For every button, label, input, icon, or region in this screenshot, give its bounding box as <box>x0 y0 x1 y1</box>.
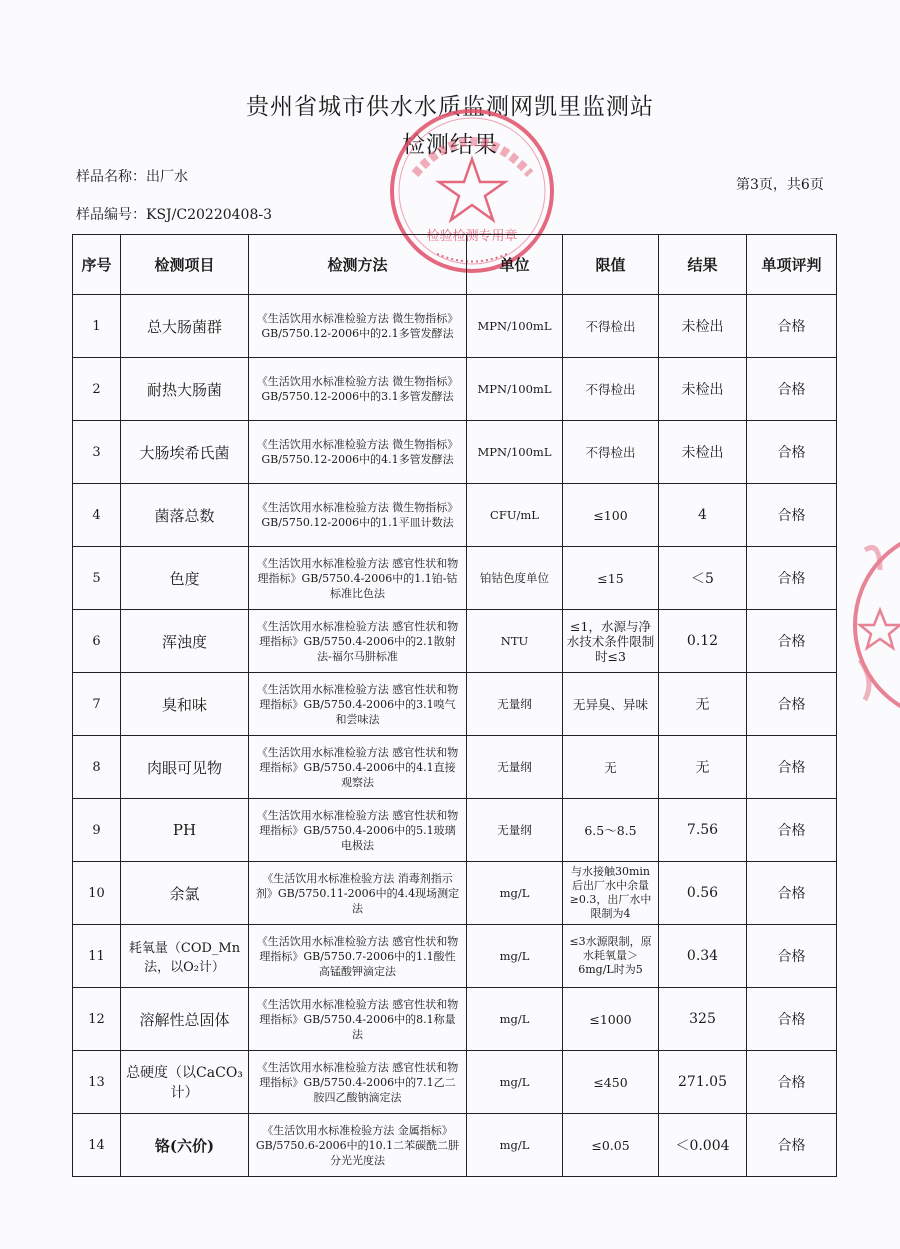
row-limit: 不得检出 <box>563 358 659 421</box>
row-verdict: 合格 <box>747 736 837 799</box>
row-item: 总大肠菌群 <box>121 295 249 358</box>
row-unit: mg/L <box>467 1051 563 1114</box>
row-result: 7.56 <box>659 799 747 862</box>
row-method: 《生活饮用水标准检验方法 微生物指标》GB/5750.12-2006中的1.1平皿计数法 <box>249 484 467 547</box>
row-unit: 铂钴色度单位 <box>467 547 563 610</box>
row-method: 《生活饮用水标准检验方法 微生物指标》GB/5750.12-2006中的3.1多管发酵法 <box>249 358 467 421</box>
row-no: 8 <box>73 736 121 799</box>
row-limit: 无异臭、异味 <box>563 673 659 736</box>
header-unit: 单位 <box>467 235 563 295</box>
row-limit: 不得检出 <box>563 295 659 358</box>
table-row <box>73 358 837 421</box>
results-table <box>72 234 837 1177</box>
row-item: 菌落总数 <box>121 484 249 547</box>
row-result: 325 <box>659 988 747 1051</box>
sample-id-value: KSJ/C20220408-3 <box>146 207 272 223</box>
table-row <box>73 1051 837 1114</box>
row-no: 6 <box>73 610 121 673</box>
table-row <box>73 799 837 862</box>
row-limit: 6.5～8.5 <box>563 799 659 862</box>
sample-name-value: 出厂水 <box>146 169 188 185</box>
row-unit: CFU/mL <box>467 484 563 547</box>
row-item: 铬(六价) <box>121 1114 249 1177</box>
row-limit: ≤1000 <box>563 988 659 1051</box>
row-unit: mg/L <box>467 1114 563 1177</box>
row-result: ＜5 <box>659 547 747 610</box>
row-item: 耐热大肠菌 <box>121 358 249 421</box>
header-limit: 限值 <box>563 235 659 295</box>
row-unit: MPN/100mL <box>467 421 563 484</box>
table-row <box>73 988 837 1051</box>
row-unit: MPN/100mL <box>467 295 563 358</box>
sample-id <box>76 204 272 224</box>
row-method: 《生活饮用水标准检验方法 微生物指标》GB/5750.12-2006中的4.1多管发酵法 <box>249 421 467 484</box>
table-row <box>73 484 837 547</box>
row-method: 《生活饮用水标准检验方法 感官性状和物理指标》GB/5750.4-2006中的1.1铂-钴标准比色法 <box>249 547 467 610</box>
row-verdict: 合格 <box>747 1051 837 1114</box>
table-row <box>73 925 837 988</box>
partial-seal-icon <box>840 510 900 740</box>
row-limit: 无 <box>563 736 659 799</box>
row-verdict: 合格 <box>747 673 837 736</box>
header-method: 检测方法 <box>249 235 467 295</box>
row-limit: ≤1，水源与净水技术条件限制时≤3 <box>563 610 659 673</box>
row-item: 臭和味 <box>121 673 249 736</box>
row-method: 《生活饮用水标准检验方法 感官性状和物理指标》GB/5750.4-2006中的7.1乙二胺四乙酸钠滴定法 <box>249 1051 467 1114</box>
row-item: 总硬度（以CaCO₃计） <box>121 1051 249 1114</box>
row-result: 0.56 <box>659 862 747 925</box>
row-item: 肉眼可见物 <box>121 736 249 799</box>
row-item: 耗氧量（COD_Mn法，以O₂计） <box>121 925 249 988</box>
row-no: 7 <box>73 673 121 736</box>
row-verdict: 合格 <box>747 925 837 988</box>
row-method: 《生活饮用水标准检验方法 感官性状和物理指标》GB/5750.4-2006中的8.1称量法 <box>249 988 467 1051</box>
row-limit: ≤450 <box>563 1051 659 1114</box>
table-row <box>73 547 837 610</box>
row-limit: ≤15 <box>563 547 659 610</box>
report-subtitle: 检测结果 <box>402 132 498 158</box>
row-result: 4 <box>659 484 747 547</box>
header-result: 结果 <box>659 235 747 295</box>
report-title: 贵州省城市供水水质监测网凯里监测站 <box>246 94 654 120</box>
sample-name <box>76 166 188 186</box>
row-unit: mg/L <box>467 925 563 988</box>
row-method: 《生活饮用水标准检验方法 感官性状和物理指标》GB/5750.4-2006中的5.1玻璃电极法 <box>249 799 467 862</box>
table-row <box>73 1114 837 1177</box>
table-row <box>73 421 837 484</box>
row-item: 浑浊度 <box>121 610 249 673</box>
sample-name-label: 样品名称： <box>76 169 146 185</box>
table-row <box>73 673 837 736</box>
row-verdict: 合格 <box>747 1114 837 1177</box>
header-no: 序号 <box>73 235 121 295</box>
row-result: 未检出 <box>659 421 747 484</box>
row-result: 未检出 <box>659 358 747 421</box>
row-unit: 无量纲 <box>467 673 563 736</box>
row-verdict: 合格 <box>747 862 837 925</box>
row-no: 11 <box>73 925 121 988</box>
row-verdict: 合格 <box>747 484 837 547</box>
row-result: 271.05 <box>659 1051 747 1114</box>
row-method: 《生活饮用水标准检验方法 感官性状和物理指标》GB/5750.4-2006中的4.1直接观察法 <box>249 736 467 799</box>
row-unit: MPN/100mL <box>467 358 563 421</box>
row-method: 《生活饮用水标准检验方法 消毒剂指示剂》GB/5750.11-2006中的4.4现场测定法 <box>249 862 467 925</box>
row-verdict: 合格 <box>747 799 837 862</box>
row-result: 无 <box>659 673 747 736</box>
row-unit: mg/L <box>467 988 563 1051</box>
row-no: 9 <box>73 799 121 862</box>
row-no: 5 <box>73 547 121 610</box>
header-verdict: 单项评判 <box>747 235 837 295</box>
row-no: 4 <box>73 484 121 547</box>
row-item: 色度 <box>121 547 249 610</box>
table-row <box>73 736 837 799</box>
row-no: 14 <box>73 1114 121 1177</box>
row-unit: mg/L <box>467 862 563 925</box>
row-result: 0.34 <box>659 925 747 988</box>
row-limit: ≤100 <box>563 484 659 547</box>
row-method: 《生活饮用水标准检验方法 感官性状和物理指标》GB/5750.4-2006中的3.1嗅气和尝味法 <box>249 673 467 736</box>
row-verdict: 合格 <box>747 610 837 673</box>
table-row <box>73 295 837 358</box>
row-method: 《生活饮用水标准检验方法 金属指标》GB/5750.6-2006中的10.1二苯碳酰二肼分光光度法 <box>249 1114 467 1177</box>
row-unit: NTU <box>467 610 563 673</box>
table-header-row <box>73 235 837 295</box>
row-verdict: 合格 <box>747 358 837 421</box>
sample-id-label: 样品编号： <box>76 207 146 223</box>
row-no: 10 <box>73 862 121 925</box>
row-no: 3 <box>73 421 121 484</box>
page-info: 第3页，共6页 <box>736 177 824 193</box>
header-item: 检测项目 <box>121 235 249 295</box>
row-limit: 与水接触30min后出厂水中余量≥0.3，出厂水中限制为4 <box>563 862 659 925</box>
row-limit: ≤0.05 <box>563 1114 659 1177</box>
row-verdict: 合格 <box>747 988 837 1051</box>
row-unit: 无量纲 <box>467 736 563 799</box>
row-result: 0.12 <box>659 610 747 673</box>
row-no: 1 <box>73 295 121 358</box>
row-item: 溶解性总固体 <box>121 988 249 1051</box>
row-method: 《生活饮用水标准检验方法 感官性状和物理指标》GB/5750.4-2006中的2.1散射法-福尔马肼标准 <box>249 610 467 673</box>
row-method: 《生活饮用水标准检验方法 微生物指标》GB/5750.12-2006中的2.1多管发酵法 <box>249 295 467 358</box>
table-row <box>73 610 837 673</box>
row-verdict: 合格 <box>747 547 837 610</box>
row-no: 12 <box>73 988 121 1051</box>
row-limit: 不得检出 <box>563 421 659 484</box>
row-result: ＜0.004 <box>659 1114 747 1177</box>
row-item: 余氯 <box>121 862 249 925</box>
seal-text: 检验检测专用章 <box>426 229 518 244</box>
row-no: 13 <box>73 1051 121 1114</box>
row-unit: 无量纲 <box>467 799 563 862</box>
row-limit: ≤3水源限制，原水耗氧量＞6mg/L时为5 <box>563 925 659 988</box>
table-row <box>73 862 837 925</box>
row-item: PH <box>121 799 249 862</box>
row-no: 2 <box>73 358 121 421</box>
row-method: 《生活饮用水标准检验方法 感官性状和物理指标》GB/5750.7-2006中的1.1酸性高锰酸钾滴定法 <box>249 925 467 988</box>
row-result: 未检出 <box>659 295 747 358</box>
row-verdict: 合格 <box>747 295 837 358</box>
row-item: 大肠埃希氏菌 <box>121 421 249 484</box>
row-verdict: 合格 <box>747 421 837 484</box>
row-result: 无 <box>659 736 747 799</box>
